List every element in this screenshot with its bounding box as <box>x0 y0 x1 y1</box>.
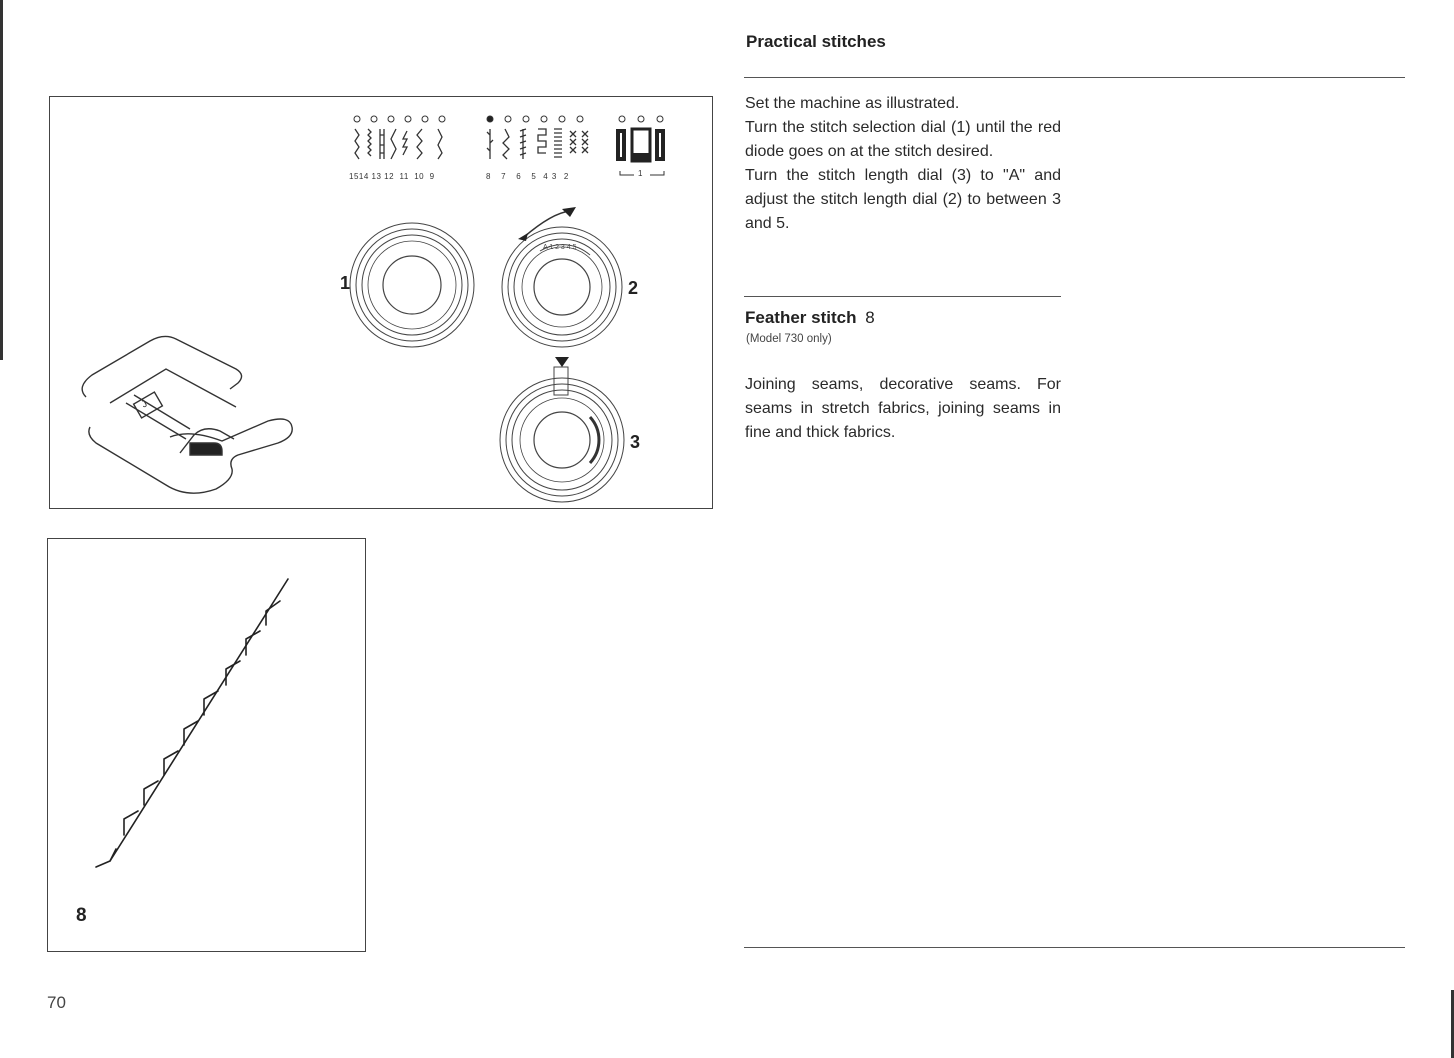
stitch-symbols-middle <box>487 129 588 159</box>
instruction-line-3: Turn the stitch length dial (3) to "A" and adjust the stitch length dial (2) to between 3 and 5. <box>745 167 1061 232</box>
page-edge-mark-left <box>0 0 3 360</box>
sample-label: 8 <box>76 905 87 926</box>
dial-3-label: 3 <box>630 432 641 452</box>
bottom-rule <box>744 947 1405 948</box>
diode-row-left <box>354 116 445 122</box>
settings-diagram <box>50 97 711 507</box>
feather-stitch-title: Feather stitch <box>745 308 857 327</box>
feather-stitch-sample <box>47 538 366 952</box>
buttonhole-symbols <box>616 129 665 161</box>
dial-marker-arrow <box>555 357 569 367</box>
page-number: 70 <box>47 993 66 1012</box>
dial-2-label: 2 <box>628 278 639 298</box>
instruction-line-2: Turn the stitch selection dial (1) until the red diode goes on at the stitch desired. <box>745 119 1061 160</box>
section-title: Practical stitches <box>746 32 886 51</box>
svg-text:A 1 2 3 4 5: A 1 2 3 4 5 <box>543 244 577 251</box>
instructions <box>745 92 1061 236</box>
stitch-length-dial <box>500 367 624 502</box>
diode-row-middle <box>487 116 583 122</box>
stitch-width-dial <box>502 227 622 347</box>
foot-letter: J <box>139 398 150 411</box>
feather-stitch-description: Joining seams, decorative seams. For seams in stretch fabrics, joining seams in fine and thick fabrics. <box>745 376 1061 441</box>
feather-stitch-drawing <box>48 539 364 950</box>
feather-stitch-number: 8 <box>865 308 875 327</box>
stitch-numbers-right: 8 7 6 5 4 3 2 <box>486 172 570 181</box>
model-note: (Model 730 only) <box>746 333 832 345</box>
stitch-selection-dial <box>350 223 474 347</box>
presser-foot-drawing <box>82 336 292 493</box>
section-title-rule <box>744 77 1405 78</box>
stitch-symbols-left <box>355 129 442 159</box>
machine-settings-illustration <box>49 96 713 509</box>
feather-stitch-rule <box>744 296 1061 297</box>
buttonhole-bracket-label: 1 <box>638 169 643 178</box>
feather-stitch-heading <box>745 308 875 328</box>
rotation-arrow-head-left <box>518 233 528 241</box>
instruction-line-1: Set the machine as illustrated. <box>745 95 960 112</box>
diode-row-right <box>619 116 663 122</box>
dial-1-label: 1 <box>340 273 351 293</box>
stitch-numbers-left: 1514 13 12 11 10 9 <box>349 172 435 181</box>
